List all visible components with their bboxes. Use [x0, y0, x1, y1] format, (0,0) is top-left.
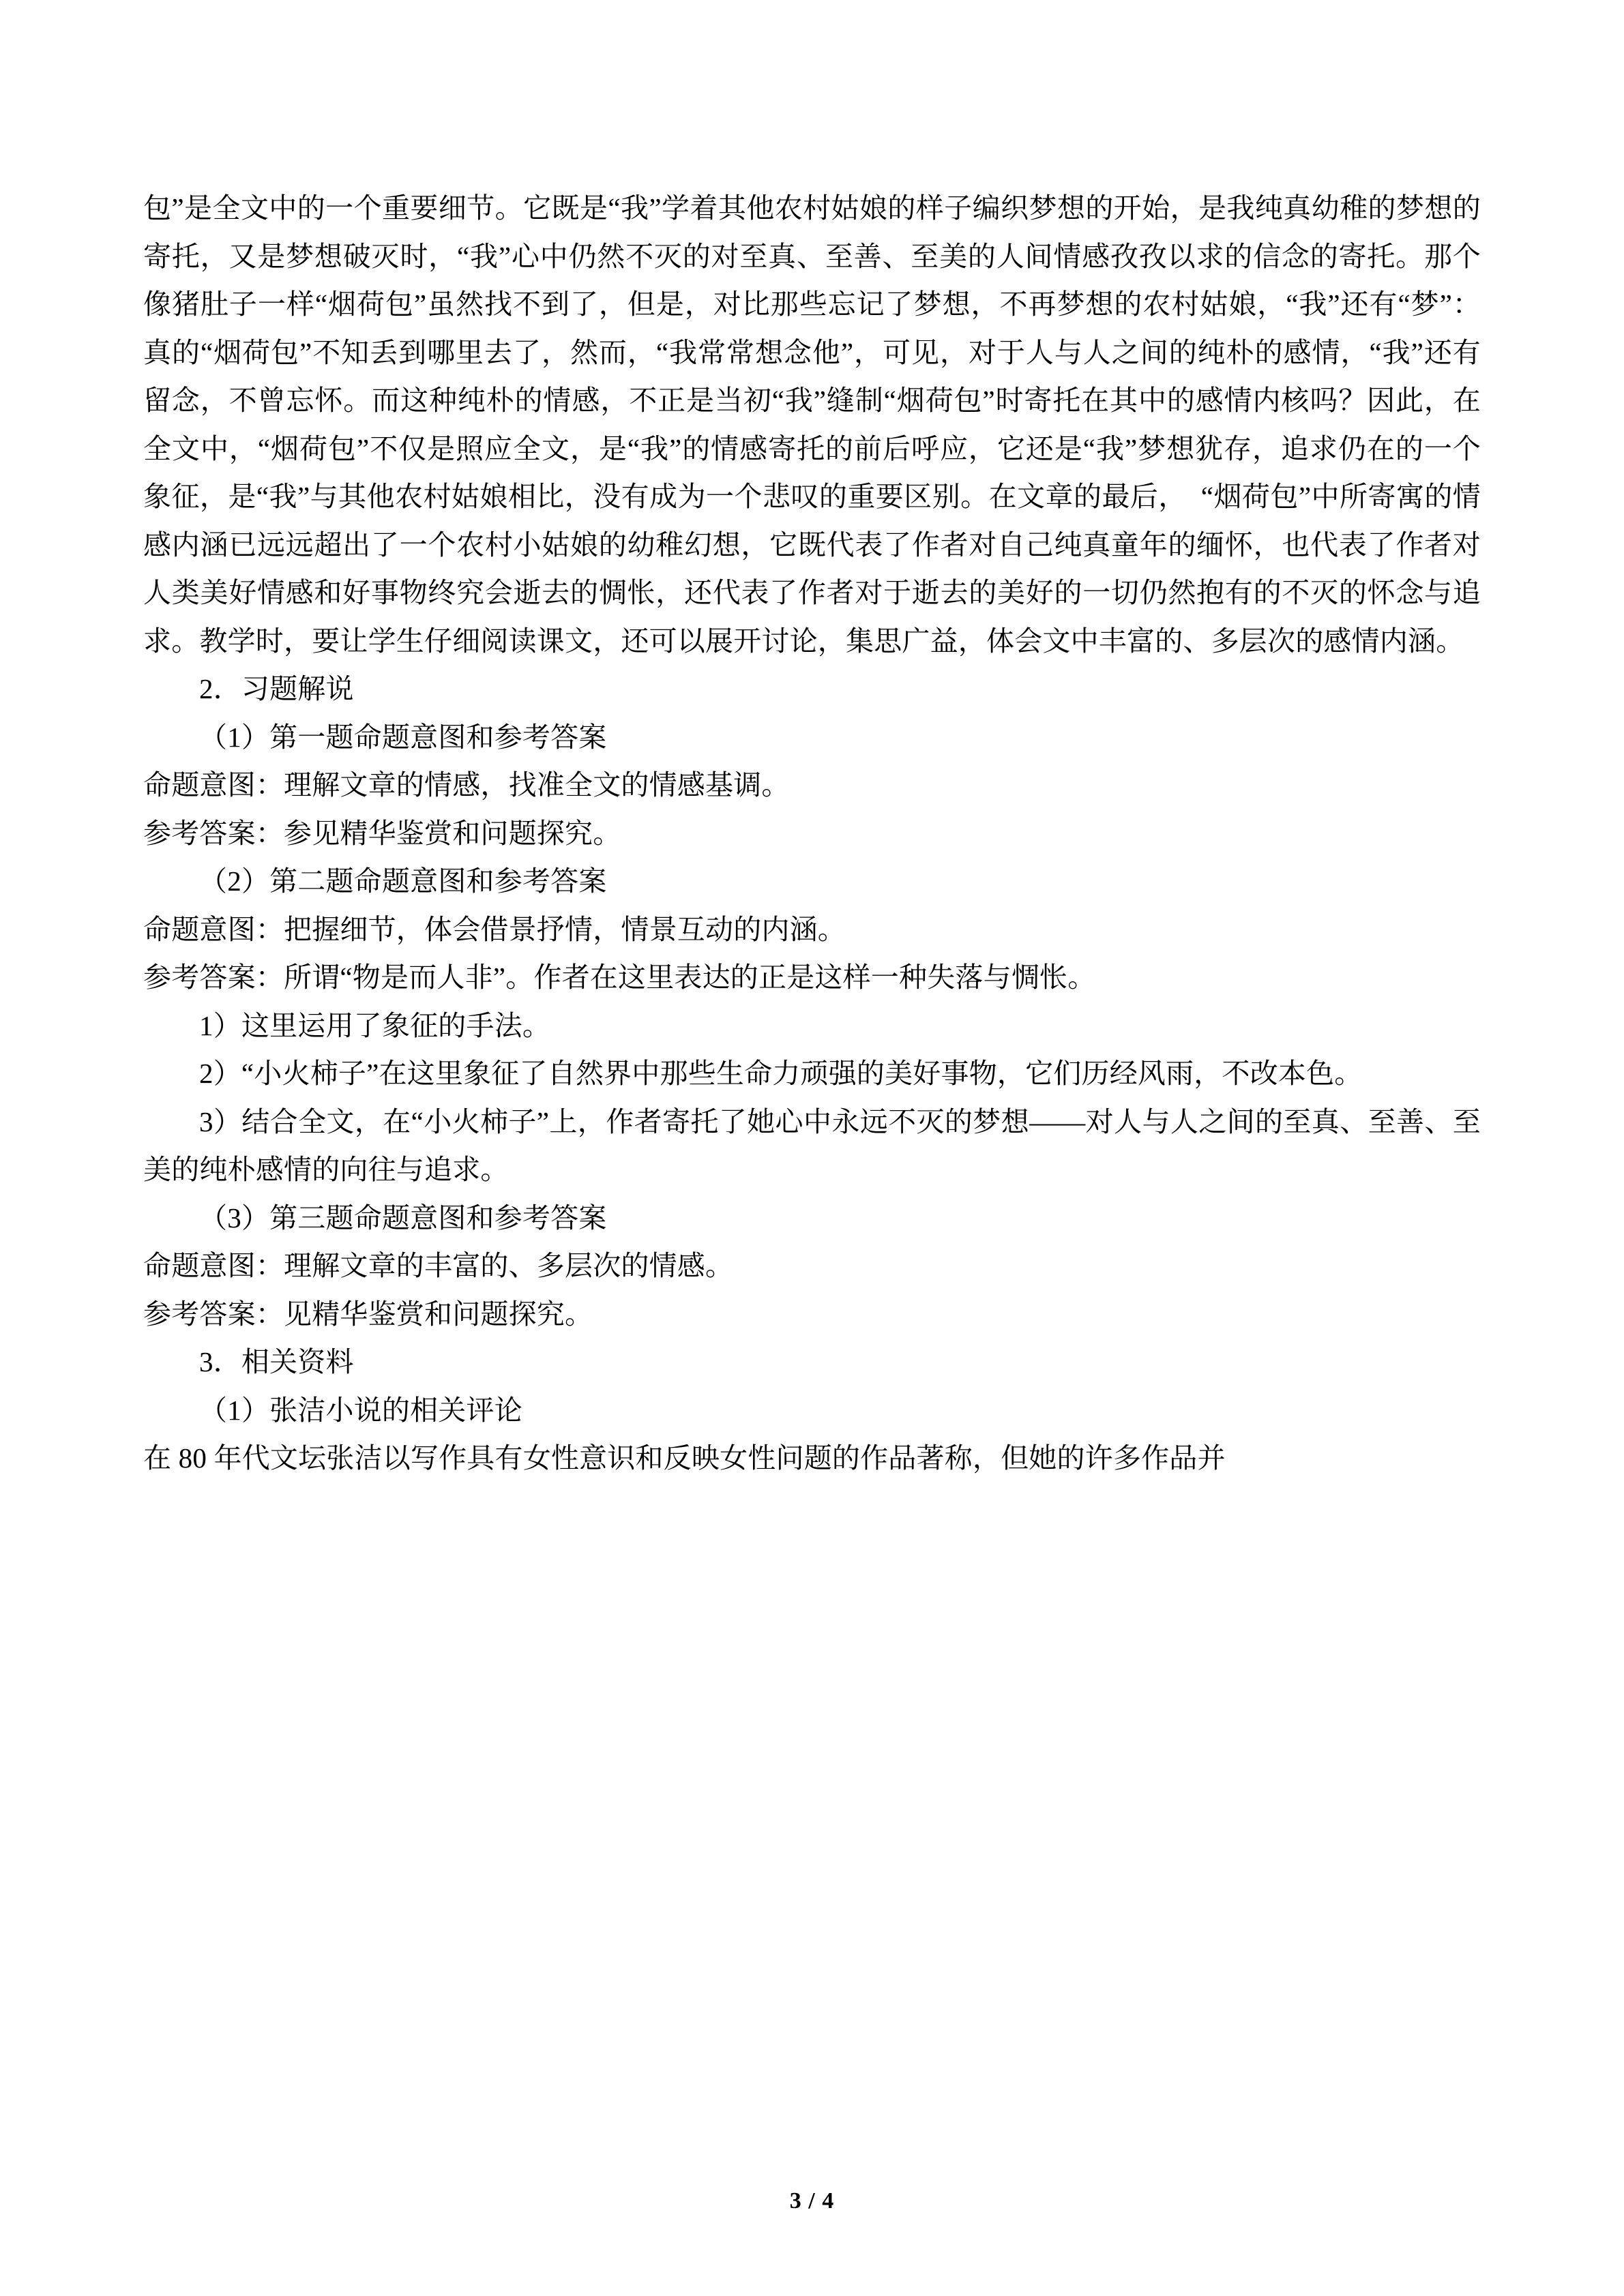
paragraph-reference-1-body: 在 80 年代文坛张洁以写作具有女性意识和反映女性问题的作品著称，但她的许多作品并 — [143, 1442, 1226, 1474]
paragraph-question-3-heading: （3）第三题命题意图和参考答案 — [199, 1202, 607, 1234]
paragraph-continuation: 包”是全文中的一个重要细节。它既是“我”学着其他农村姑娘的样子编织梦想的开始，是我纯真幼稚的梦想的寄托，又是梦想破灭时，“我”心中仍然不灭的对至真、至善、至美的人间情感孜孜以求的信念的寄托。那个像猪肚子一样“烟荷包”虽然找不到了，但是，对比那些忘记了梦想，不再梦想的农村姑娘，“我”还有“梦”：真的“烟荷包”不知丢到哪里去了，然而，“我常常想念他”，可见，对于人与人之间的纯朴的感情，“我”还有留念，不曾忘怀。而这种纯朴的情感，不正是当初“我”缝制“烟荷包”时寄托在其中的感情内核吗？因此，在全文中，“烟荷包”不仅是照应全文，是“我”的情感寄托的前后呼应，它还是“我”梦想犹存，追求仍在的一个象征，是“我”与其他农村姑娘相比，没有成为一个悲叹的重要区别。在文章的最后， “烟荷包”中所寄寓的情感内涵已远远超出了一个农村小姑娘的幼稚幻想，它既代表了作者对自己纯真童年的缅怀，也代表了作者对人类美好情感和好事物终究会逝去的惆怅，还代表了作者对于逝去的美好的一切仍然抱有的不灭的怀念与追求。教学时，要让学生仔细阅读课文，还可以展开讨论，集思广益，体会文中丰富的、多层次的感情内涵。 — [143, 192, 1481, 657]
paragraph-section-3: 3．相关资料 — [199, 1346, 354, 1378]
paragraph-section-2: 2．习题解说 — [199, 673, 354, 705]
paragraph-question-2-item-1: 1）这里运用了象征的手法。 — [199, 1009, 551, 1041]
paragraph-question-2-heading: （2）第二题命题意图和参考答案 — [199, 865, 607, 897]
paragraph-question-3-intent: 命题意图：理解文章的丰富的、多层次的情感。 — [143, 1250, 734, 1282]
paragraph-question-1-intent: 命题意图：理解文章的情感，找准全文的情感基调。 — [143, 769, 790, 801]
paragraph-question-2-item-2: 2）“小火柿子”在这里象征了自然界中那些生命力顽强的美好事物，它们历经风雨，不改本色。 — [199, 1058, 1363, 1090]
paragraph-question-3-answer: 参考答案：见精华鉴赏和问题探究。 — [143, 1298, 593, 1330]
page-number: 3 / 4 — [789, 2188, 835, 2213]
paragraph-reference-1-heading: （1）张洁小说的相关评论 — [199, 1394, 522, 1426]
paragraph-question-2-answer: 参考答案：所谓“物是而人非”。作者在这里表达的正是这样一种失落与惆怅。 — [143, 961, 1096, 994]
paragraph-question-1-answer: 参考答案：参见精华鉴赏和问题探究。 — [143, 817, 621, 849]
document-body — [143, 184, 1481, 1482]
paragraph-question-2-intent: 命题意图：把握细节，体会借景抒情，情景互动的内涵。 — [143, 913, 846, 945]
paragraph-question-2-item-3: 3）结合全文，在“小火柿子”上，作者寄托了她心中永远不灭的梦想——对人与人之间的至真、至善、至美的纯朴感情的向往与追求。 — [143, 1105, 1481, 1186]
paragraph-question-1-heading: （1）第一题命题意图和参考答案 — [199, 721, 607, 753]
